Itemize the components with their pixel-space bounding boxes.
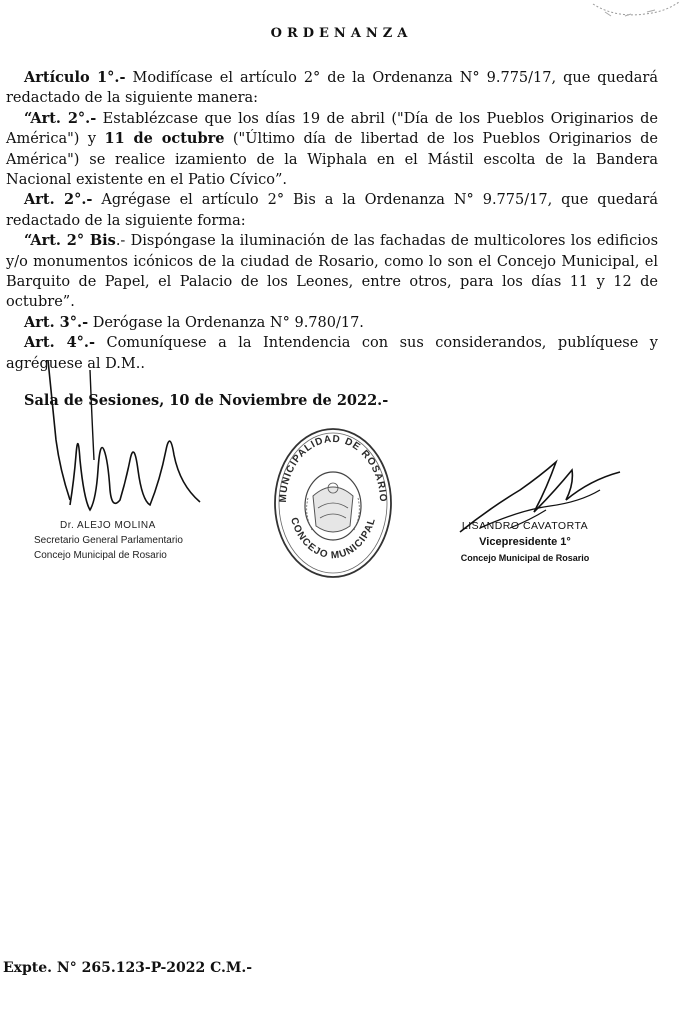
right-signer-org: Concejo Municipal de Rosario	[460, 553, 590, 563]
right-signer-name: LISANDRO CAVATORTA	[461, 520, 589, 532]
seal-top-text: MUNICIPALIDAD DE ROSARIO	[277, 433, 389, 503]
article-text: Comuníquese a la Intendencia con sus considerandos, publíquese y agréguese al D.M..	[6, 335, 658, 372]
left-signature-scribble	[30, 360, 220, 530]
left-signature-block	[34, 518, 234, 563]
article-text: Modifícase el artículo 2° de la Ordenanza N° 9.775/17, que quedará redactado de la siguiente manera:	[6, 70, 658, 107]
left-signer-name: Dr. ALEJO MOLINA	[60, 520, 156, 531]
right-signature-block	[440, 520, 610, 563]
official-seal	[268, 418, 398, 588]
document-title: ORDENANZA	[270, 26, 413, 41]
article-label: Art. 4°.-	[24, 334, 95, 352]
top-corner-stamp-mark	[585, 0, 683, 28]
article-3	[6, 313, 658, 333]
article-text: ("Último día de libertad de los Pueblos Originarios de América") se realice izamiento de la Wiphala en el Mástil escolta de la Bandera Nacional existente en el Patio Cívico”.	[6, 131, 658, 189]
left-signer-role: Secretario General Parlamentario	[34, 535, 183, 546]
article-1	[6, 68, 658, 109]
left-signer-org: Concejo Municipal de Rosario	[34, 550, 167, 561]
article-label: Art. 2°.-	[24, 191, 93, 209]
article-2-bis-quoted	[6, 231, 658, 313]
session-date-line: Sala de Sesiones, 10 de Noviembre de 2022.-	[24, 392, 389, 409]
article-2-quoted	[6, 109, 658, 191]
article-text: Establézcase que los días 19 de abril ("Día de los Pueblos Originarios de América") y	[6, 110, 658, 148]
article-text: Derógase la Ordenanza N° 9.780/17.	[88, 314, 364, 331]
article-text: .- Dispóngase la iluminación de las fachadas de multicolores los edificios y/o monumentos icónicos de la ciudad de Rosario, como lo son el Concejo Municipal, el Barquito de Papel, el Palacio de los Leones, entre otros, para los días 11 y 12 de octubre”.	[6, 233, 659, 311]
article-label: Art. 3°.-	[24, 313, 89, 331]
seal-bottom-text: CONCEJO MUNICIPAL	[287, 516, 379, 562]
article-2	[6, 190, 658, 231]
right-signer-role: Vicepresidente 1°	[479, 536, 571, 548]
article-label: “Art. 2° Bis	[24, 232, 116, 250]
coat-of-arms-icon	[305, 472, 361, 540]
article-label: Artículo 1°.-	[24, 69, 126, 86]
article-label: “Art. 2°.-	[24, 109, 97, 127]
file-number: Expte. N° 265.123-P-2022 C.M.-	[3, 960, 253, 976]
ordinance-body	[6, 68, 658, 374]
article-text: Agrégase el artículo 2° Bis a la Ordenanza N° 9.775/17, que quedará redactado de la siguiente forma:	[6, 192, 658, 229]
bold-date: 11 de octubre	[104, 130, 225, 148]
